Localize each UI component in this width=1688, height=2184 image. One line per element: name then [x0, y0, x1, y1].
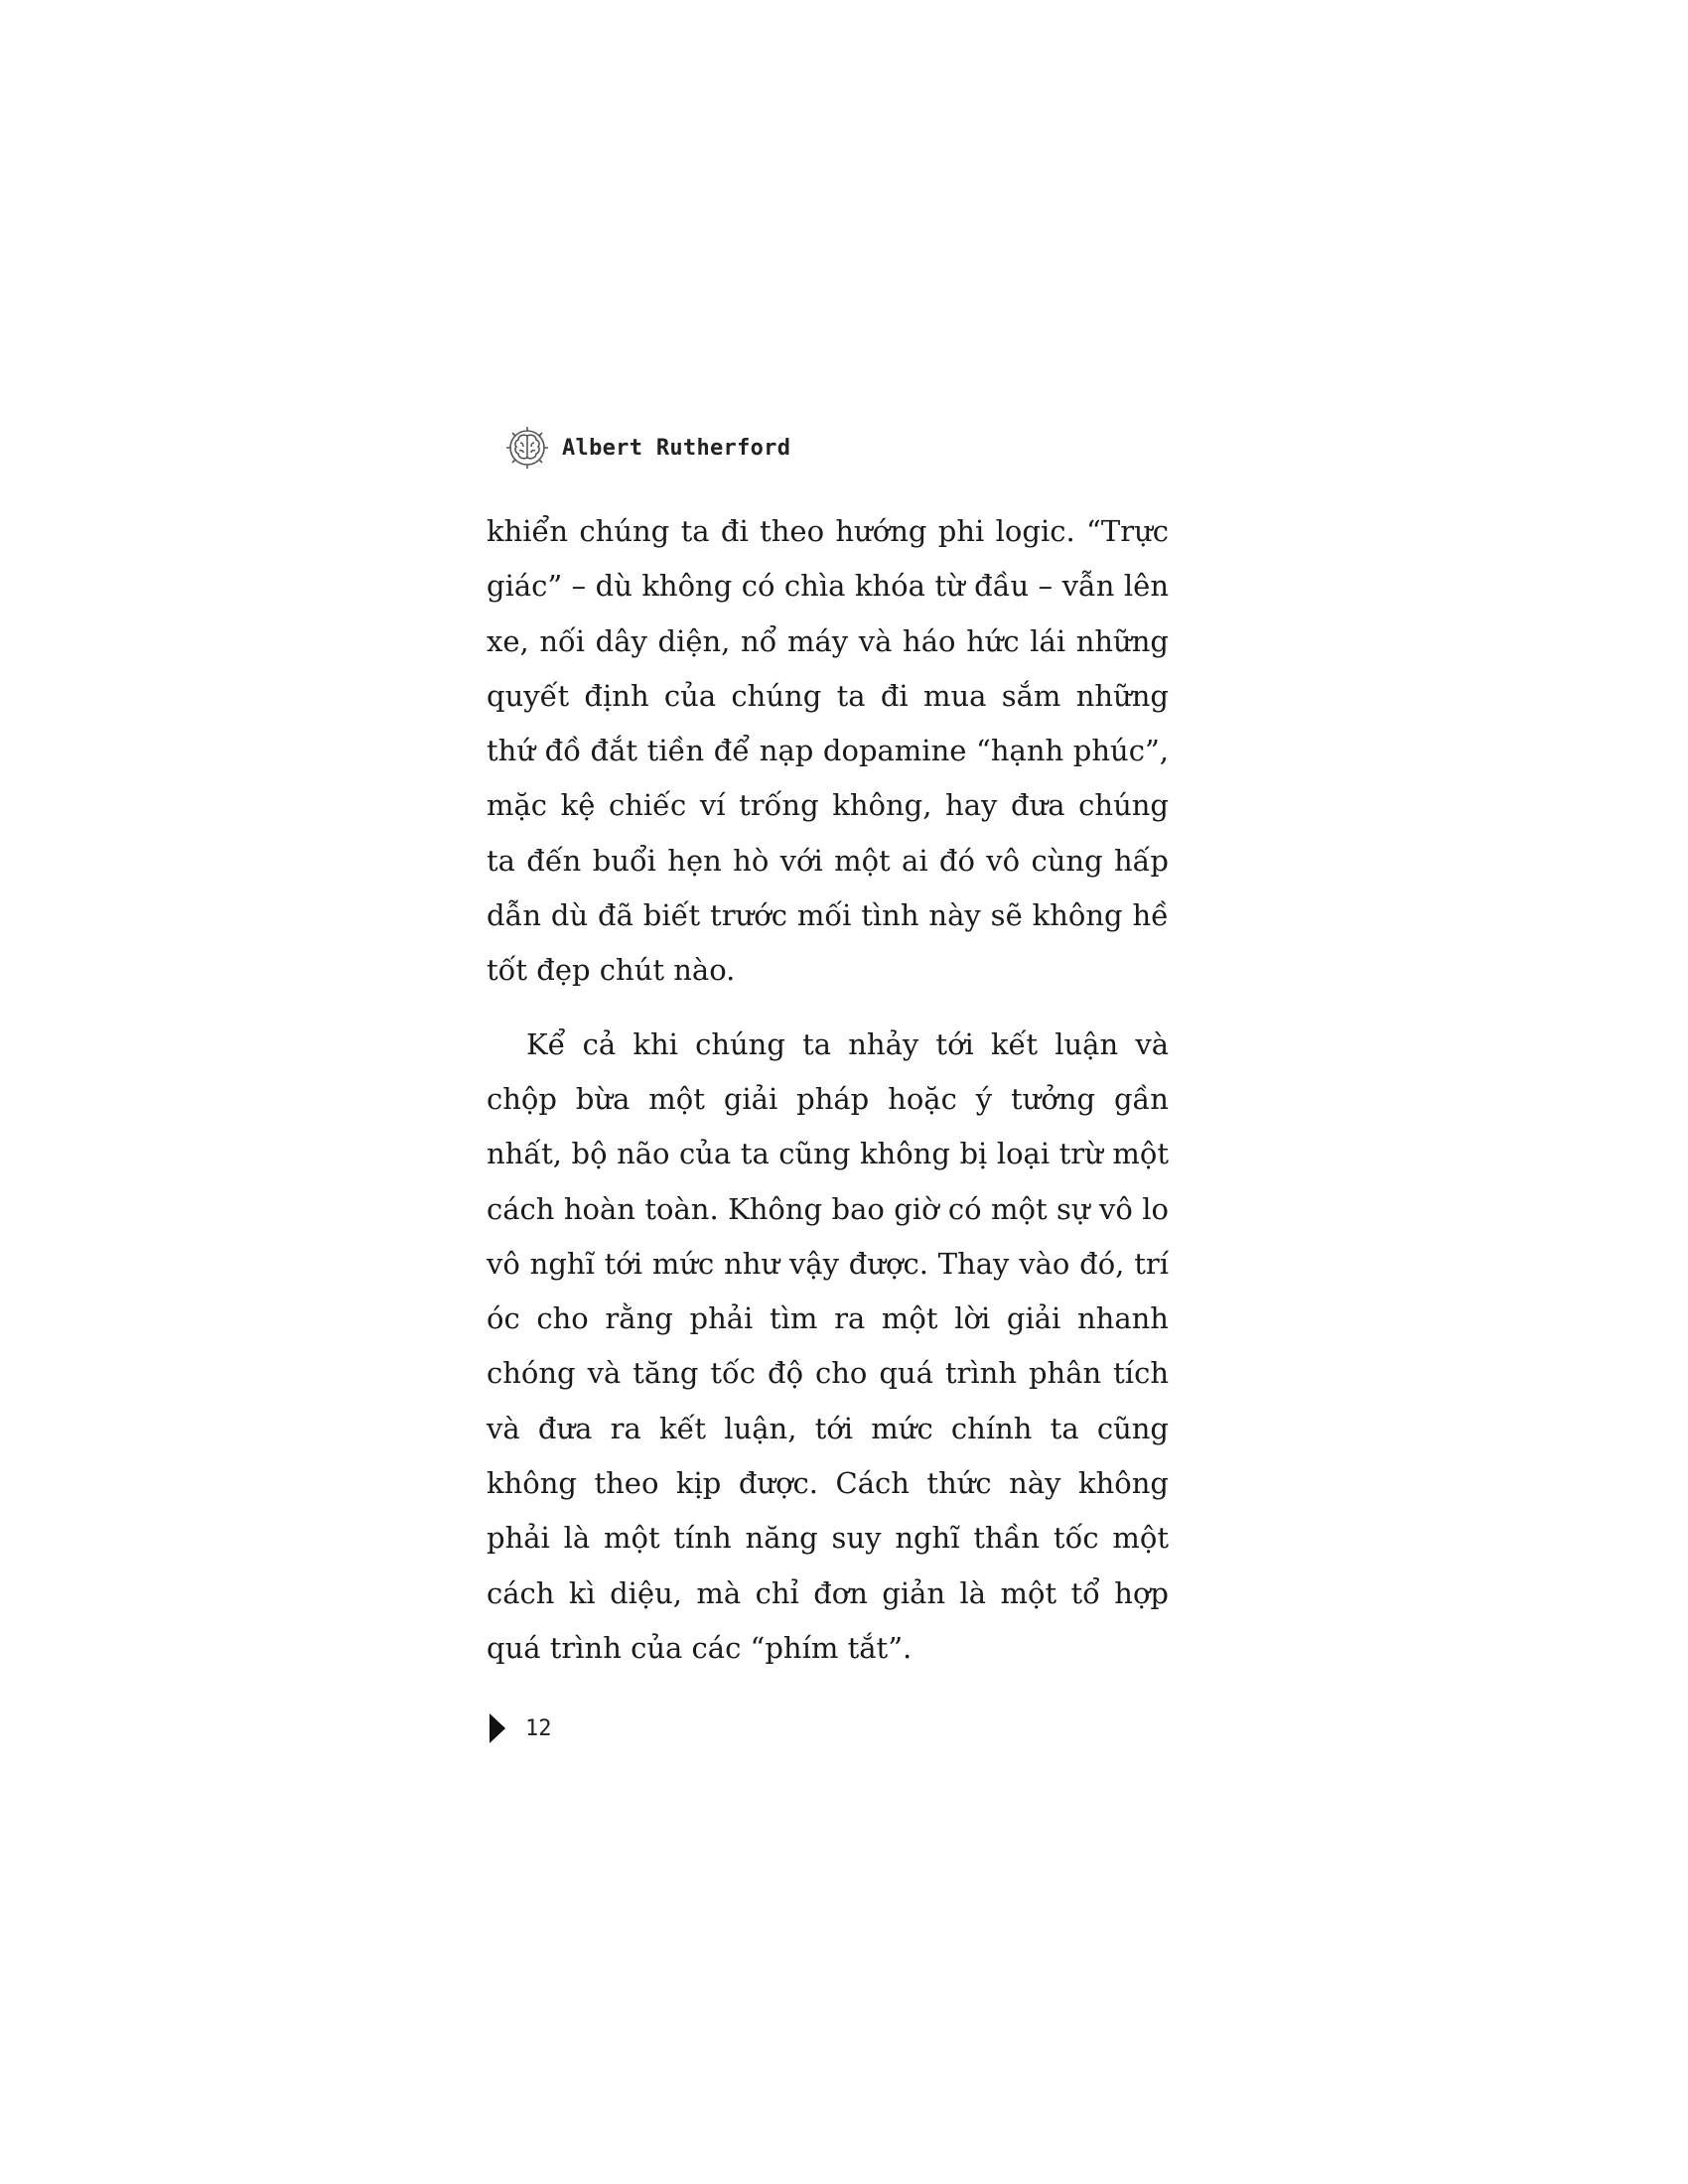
body-text	[487, 504, 1169, 1676]
triangle-right-icon	[490, 1713, 505, 1743]
paragraph: Kể cả khi chúng ta nhảy tới kết luận và chộp bừa một giải pháp hoặc ý tưởng gần nhất, bộ não của ta cũng không bị loại trừ một cách hoàn toàn. Không bao giờ có một sự vô lo vô nghĩ tới mức như vậy được. Thay vào đó, trí óc cho rằng phải tìm ra một lời giải nhanh chóng và tăng tốc độ cho quá trình phân tích và đưa ra kết luận, tới mức chính ta cũng không theo kịp được. Cách thức này không phải là một tính năng suy nghĩ thần tốc một cách kì diệu, mà chỉ đơn giản là một tổ hợp quá trình của các “phím tắt”.	[487, 1026, 1169, 1665]
running-header	[502, 423, 790, 473]
brain-gear-icon	[502, 423, 552, 473]
author-name: Albert Rutherford	[562, 435, 791, 461]
page-number: 12	[525, 1715, 552, 1741]
paragraph: khiển chúng ta đi theo hướng phi logic. “Trực giác” – dù không có chìa khóa từ đầu – vẫn lên xe, nối dây diện, nổ máy và háo hức lái những quyết định của chúng ta đi mua sắm những thứ đồ đắt tiền để nạp dopamine “hạnh phúc”, mặc kệ chiếc ví trống không, hay đưa chúng ta đến buổi hẹn hò với một ai đó vô cùng hấp dẫn dù đã biết trước mối tình này sẽ không hề tốt đẹp chút nào.	[487, 514, 1169, 988]
page-footer	[490, 1710, 552, 1746]
